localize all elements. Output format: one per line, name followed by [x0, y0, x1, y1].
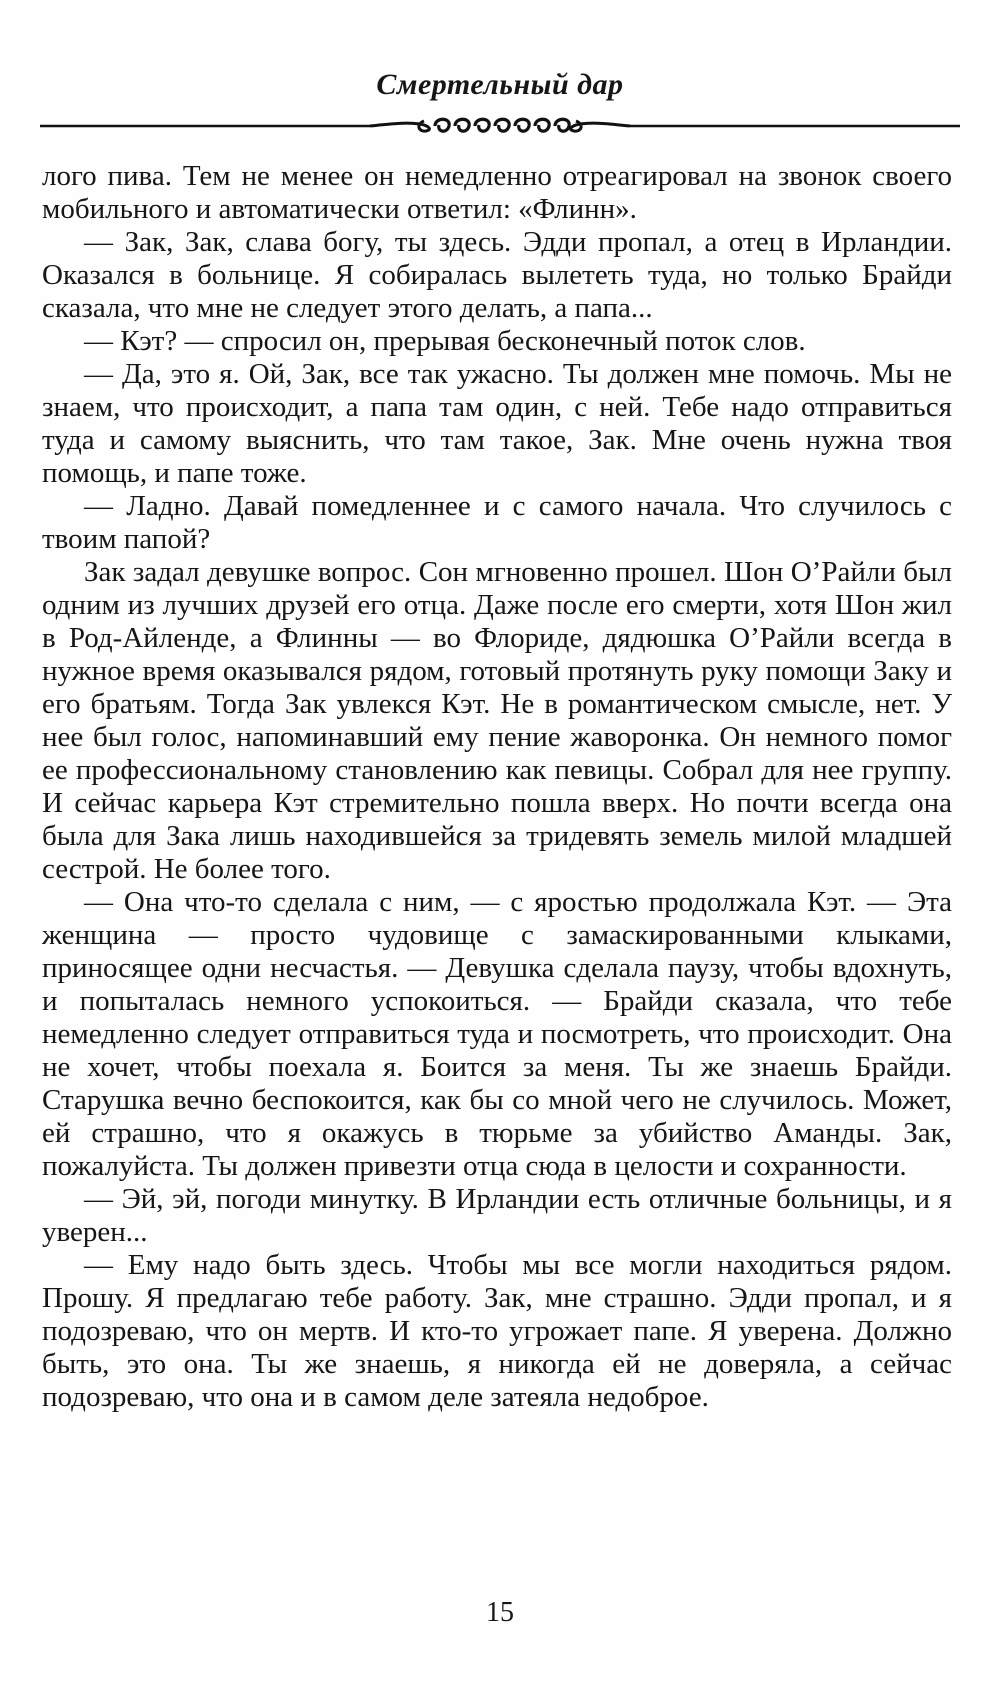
paragraph: — Ладно. Давай помедленнее и с самого начала. Что случилось с твоим папой? — [42, 490, 952, 555]
paragraph: — Эй, эй, погоди минутку. В Ирландии есть отличные больницы, и я уверен... — [42, 1183, 952, 1248]
paragraph: — Да, это я. Ой, Зак, все так ужасно. Ты должен мне помочь. Мы не знаем, что происходит, а папа там один, с ней. Тебе надо отправиться туда и самому выяснить, что там такое, Зак. Мне очень нужна твоя помощь, и папе тоже. — [42, 358, 952, 489]
paragraph: — Ему надо быть здесь. Чтобы мы все могли находиться рядом. Прошу. Я предлагаю тебе работу. Зак, мне страшно. Эдди пропал, и я подозреваю, что он мертв. И кто-то угрожает папе. Я уверена. Должно быть, это она. Ты же знаешь, я никогда ей не доверяла, а сейчас подозреваю, что она и в самом деле затеяла недоброе. — [42, 1249, 952, 1413]
running-title: Смертельный дар — [376, 68, 624, 101]
header-rule-ornament — [40, 114, 960, 138]
paragraph: Зак задал девушке вопрос. Сон мгновенно прошел. Шон О’Райли был одним из лучших друзей его отца. Даже после его смерти, хотя Шон жил в Род-Айленде, а Флинны — во Флориде, дядюшка О’Райли всегда в нужное время оказывался рядом, готовый протянуть руку помощи Заку и его братьям. Тогда Зак увлекся Кэт. Не в романтическом смысле, нет. У нее был голос, напоминавший ему пение жаворонка. Он немного помог ее профессиональному становлению как певицы. Собрал для нее группу. И сейчас карьера Кэт стремительно пошла вверх. Но почти всегда она была для Зака лишь находившейся за тридевять земель милой младшей сестрой. Не более того. — [42, 556, 952, 885]
paragraph: — Кэт? — спросил он, прерывая бесконечный поток слов. — [84, 325, 806, 357]
paragraph: — Она что-то сделала с ним, — с яростью продолжала Кэт. — Эта женщина — просто чудовище с замаскированными клыками, приносящее одни несчастья. — Девушка сделала паузу, чтобы вдохнуть, и попыталась немного успокоиться. — Брайди сказала, что тебе немедленно следует отправиться туда и посмотреть, что происходит. Она не хочет, чтобы поехала я. Боится за меня. Ты же знаешь Брайди. Старушка вечно беспокоится, как бы со мной чего не случилось. Может, ей страшно, что я окажусь в тюрьме за убийство Аманды. Зак, пожалуйста. Ты должен привезти отца сюда в целости и сохранности. — [42, 886, 952, 1182]
page-number: 15 — [486, 1597, 514, 1628]
body-text — [42, 160, 952, 1414]
paragraph: — Зак, Зак, слава богу, ты здесь. Эдди пропал, а отец в Ирландии. Оказался в больнице. Я собиралась вылететь туда, но только Брайди сказала, что мне не следует этого делать, а папа... — [42, 226, 952, 324]
paragraph: лого пива. Тем не менее он немедленно отреагировал на звонок своего мобильного и автоматически ответил: «Флинн». — [42, 160, 952, 225]
